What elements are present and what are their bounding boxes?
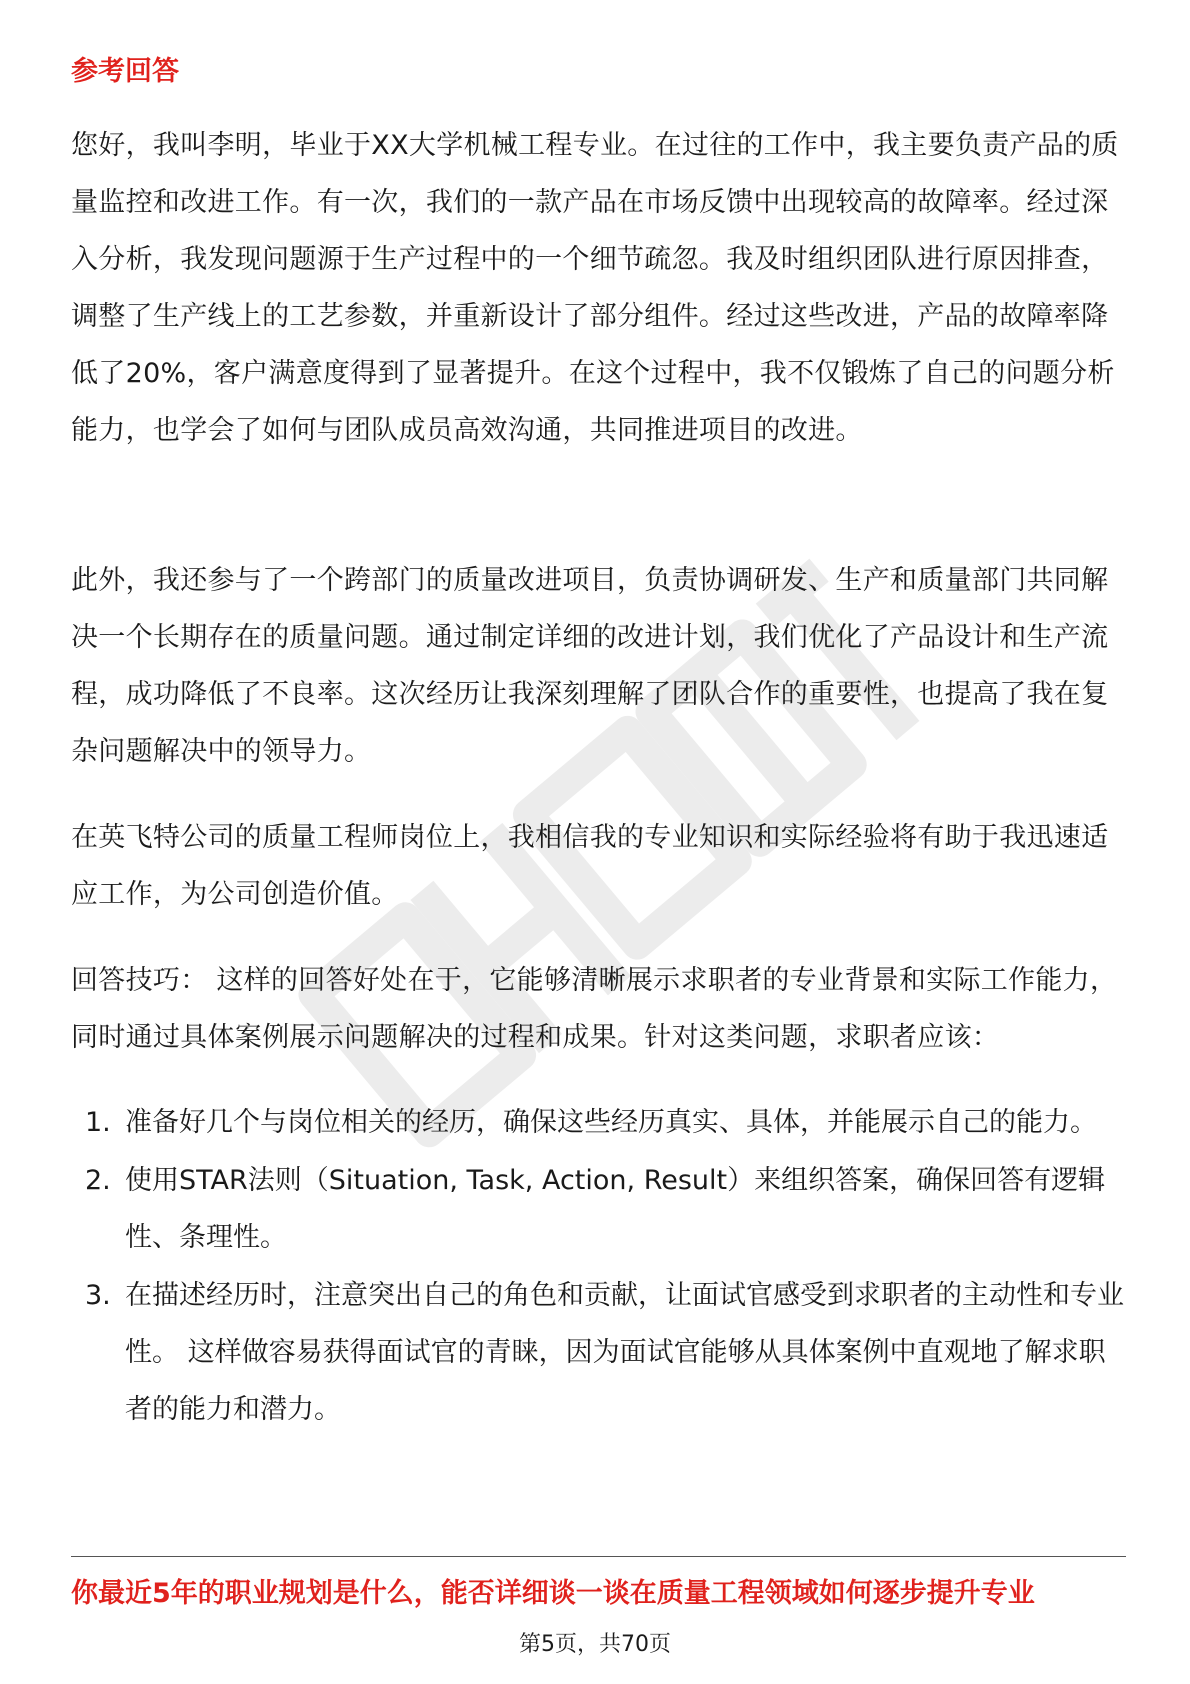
tips-list (71, 1094, 1126, 1439)
list-item-text: 在描述经历时，注意突出自己的角色和贡献，让面试官感受到求职者的主动性和专业性。 这样做容易获得面试官的青睐，因为面试官能够从具体案例中直观地了解求职者的能力和潜力。 (125, 1280, 1124, 1425)
list-item-number: 3. (85, 1280, 111, 1311)
answer-paragraph-2: 此外，我还参与了一个跨部门的质量改进项目，负责协调研发、生产和质量部门共同解决一个长期存在的质量问题。通过制定详细的改进计划，我们优化了产品设计和生产流程，成功降低了不良率。这次经历让我深刻理解了团队合作的重要性，也提高了我在复杂问题解决中的领导力。 (71, 565, 1109, 767)
page-number: 第5页，共70页 (519, 1632, 671, 1657)
answer-tips-intro: 回答技巧： 这样的回答好处在于，它能够清晰展示求职者的专业背景和实际工作能力，同时通过具体案例展示问题解决的过程和成果。针对这类问题，求职者应该： (71, 965, 1118, 1053)
list-item-number: 1. (85, 1107, 111, 1138)
list-item (71, 1152, 1126, 1266)
list-item-number: 2. (85, 1165, 111, 1196)
list-item (71, 1267, 1126, 1438)
footer-divider (71, 1556, 1126, 1557)
next-question-title: 你最近5年的职业规划是什么，能否详细谈一谈在质量工程领域如何逐步提升专业 (71, 1578, 1035, 1609)
list-item-text: 使用STAR法则（Situation, Task, Action, Result）来组织答案，确保回答有逻辑性、条理性。 (125, 1165, 1106, 1253)
answer-paragraph-3: 在英飞特公司的质量工程师岗位上，我相信我的专业知识和实际经验将有助于我迅速适应工作，为公司创造价值。 (71, 822, 1109, 910)
section-heading: 参考回答 (71, 56, 179, 87)
answer-paragraph-1: 您好，我叫李明，毕业于XX大学机械工程专业。在过往的工作中，我主要负责产品的质量监控和改进工作。有一次，我们的一款产品在市场反馈中出现较高的故障率。经过深入分析，我发现问题源于生产过程中的一个细节疏忽。我及时组织团队进行原因排查，调整了生产线上的工艺参数，并重新设计了部分组件。经过这些改进，产品的故障率降低了20%，客户满意度得到了显著提升。在这个过程中，我不仅锻炼了自己的问题分析能力，也学会了如何与团队成员高效沟通，共同推进项目的改进。 (71, 130, 1119, 446)
list-item (71, 1094, 1126, 1151)
list-item-text: 准备好几个与岗位相关的经历，确保这些经历真实、具体，并能展示自己的能力。 (125, 1107, 1097, 1138)
